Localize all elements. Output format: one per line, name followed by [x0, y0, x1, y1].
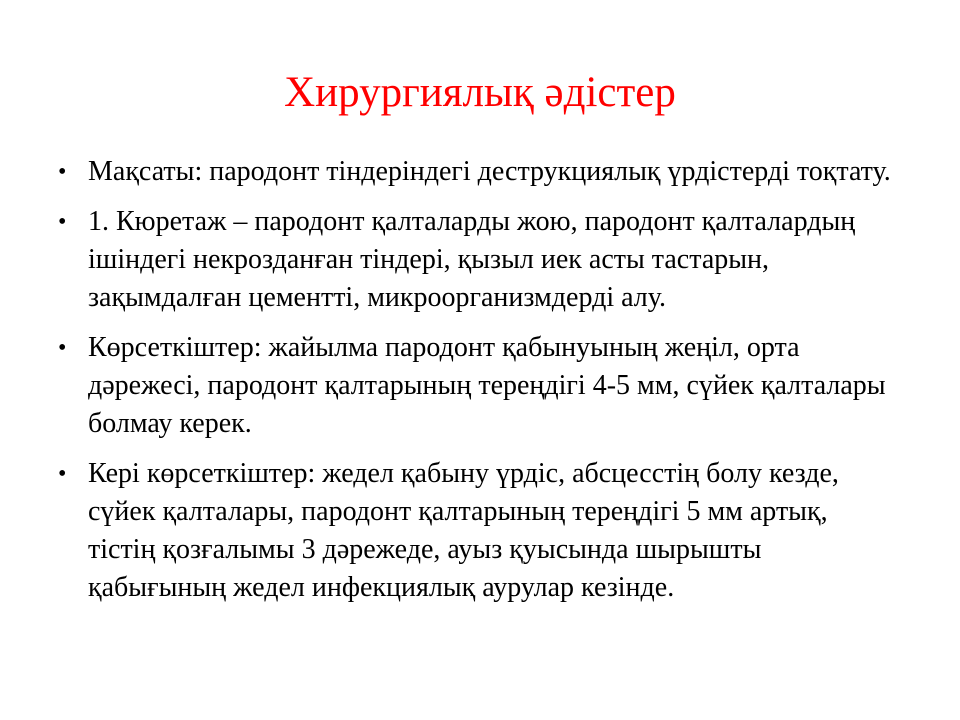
bullet-text: Көрсеткіштер: жайылма пародонт қабынуының жеңіл, орта дәрежесі, пародонт қалтарының тереңдігі 4-5 мм, сүйек қалталары болмау керек. — [88, 332, 886, 439]
bullet-item-goal — [58, 153, 898, 191]
bullet-dot-icon: • — [58, 159, 67, 185]
bullet-dot-icon: • — [58, 335, 67, 361]
bullet-item-indications — [58, 329, 898, 443]
bullet-item-contraindications — [58, 455, 898, 607]
bullet-list — [58, 153, 898, 619]
bullet-dot-icon: • — [58, 209, 67, 235]
slide-title: Хирургиялық әдістер — [284, 69, 676, 116]
bullet-dot-icon: • — [58, 461, 67, 487]
bullet-text: Мақсаты: пародонт тіндеріндегі деструкциялық үрдістерді тоқтату. — [88, 156, 891, 187]
bullet-text: Кері көрсеткіштер: жедел қабыну үрдіс, абсцесстің болу кезде, сүйек қалталары, пародонт қалтарының тереңдігі 5 мм артық, тістің қозғалымы 3 дәрежеде, ауыз қуысында шырышты қабығының жедел инфекциялық аурулар кезінде. — [88, 458, 839, 603]
bullet-item-curettage — [58, 203, 898, 317]
bullet-text: 1. Кюретаж – пародонт қалталарды жою, пародонт қалталардың ішіндегі некрозданған тіндері, қызыл иек асты тастарын, зақымдалған цементті, микроорганизмдерді алу. — [88, 206, 856, 313]
